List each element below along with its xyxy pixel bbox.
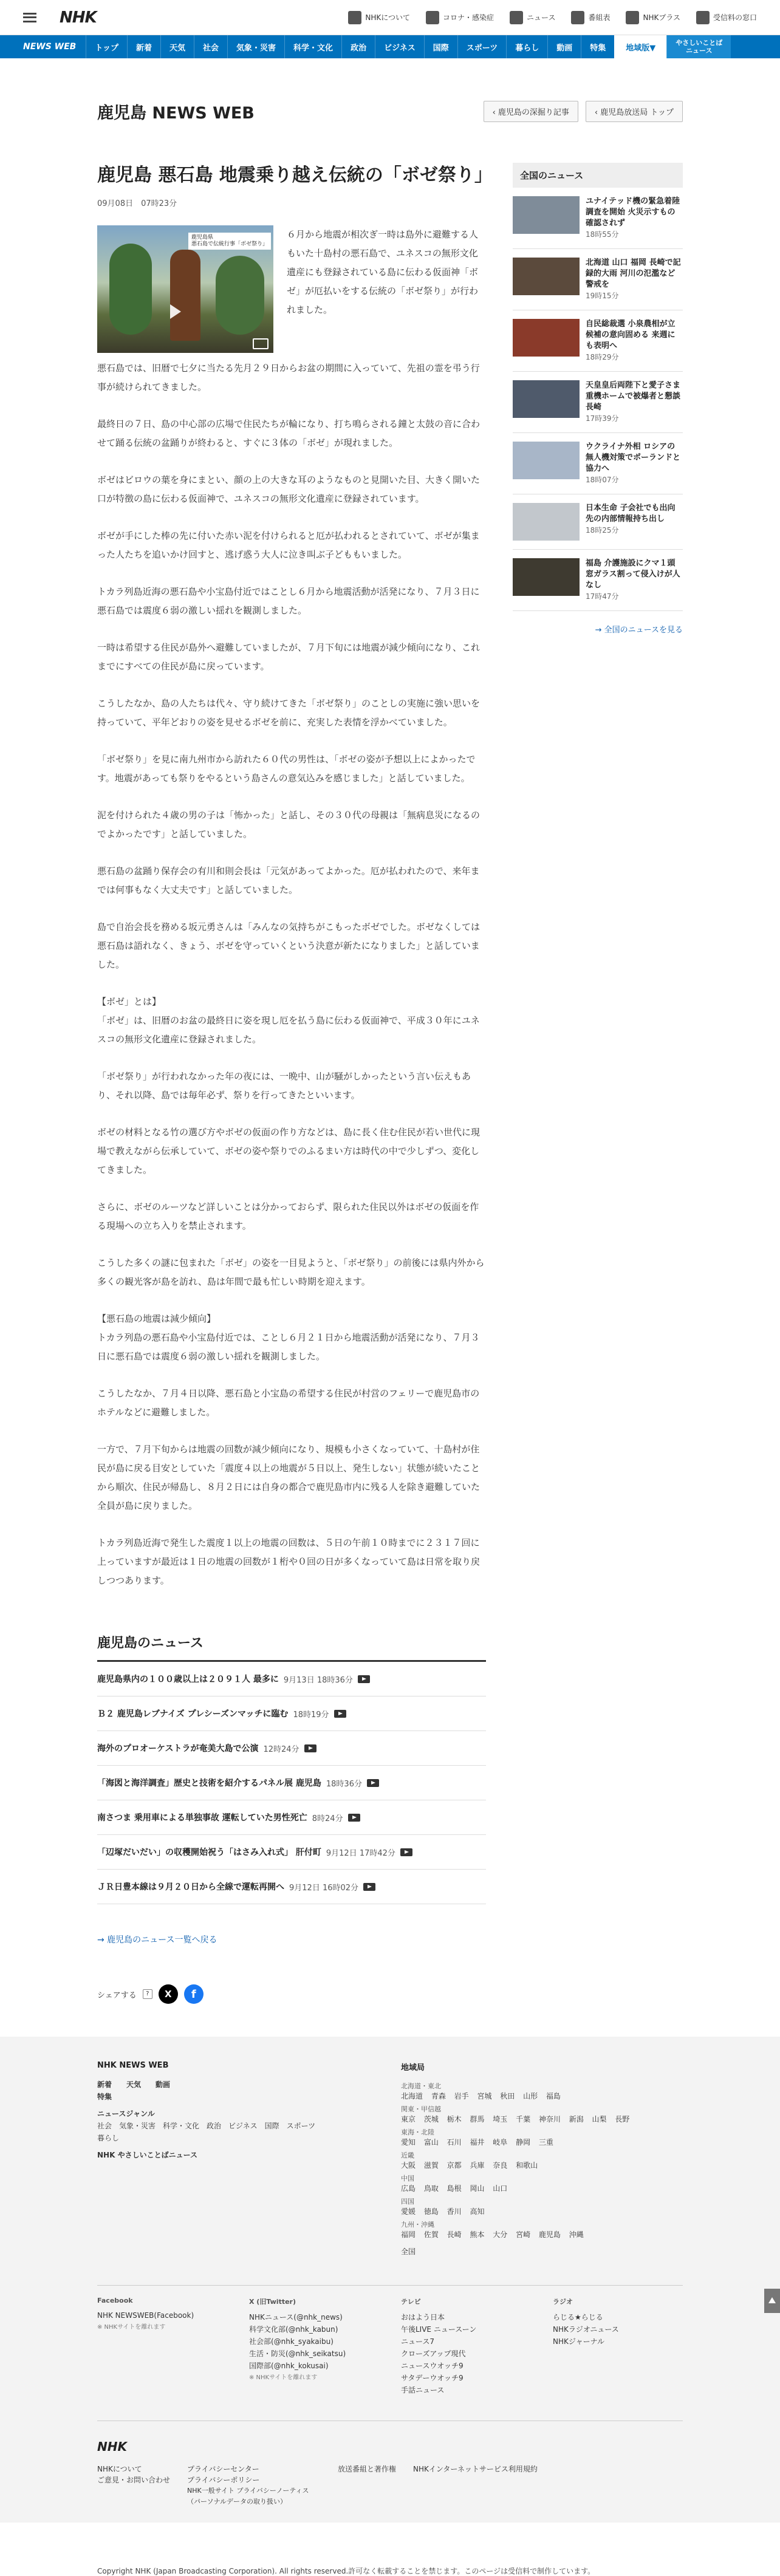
sidebar-news-time: 18時25分 — [586, 526, 619, 535]
sidebar-news-text — [586, 196, 683, 240]
share-label: シェアする — [97, 1990, 137, 2000]
gnav-society[interactable]: 社会 — [194, 35, 227, 58]
sidebar-news-time: 19時15分 — [586, 292, 619, 300]
article-paragraph: 「ボゼ祭り」を見に南九州市から訪れた６０代の男性は、「ボゼの姿が予想以上によかったです。地震があっても祭りをやるという島さんの意気込みを感じました」と話していました。 — [97, 754, 476, 784]
region-group-name: 四国 — [401, 2198, 414, 2205]
play-icon[interactable] — [170, 304, 181, 319]
article-paragraph: さらに、ボゼのルーツなど詳しいことは分かっておらず、限られた住民以外はボゼの仮面を作る現場への立ち入りを禁止されます。 — [97, 1201, 479, 1231]
news-thumbnail[interactable] — [513, 558, 580, 596]
article-title: 鹿児島 悪石島 地震乗り越え伝統の「ボゼ祭り」 — [97, 165, 493, 186]
gnav-sports[interactable]: スポーツ — [457, 35, 506, 58]
region-group-name: 東海・北陸 — [401, 2128, 434, 2136]
util-link-corona[interactable]: コロナ・感染症 — [426, 11, 494, 24]
article-paragraph: 島で自治会長を務める坂元勇さんは「みんなの気持ちがこもったボゼでした。ボゼなくしては悪石島は語れなく、きょう、ボゼを守っていくという決意が新たになりました」と話していました。 — [97, 921, 481, 970]
gnav-politics[interactable]: 政治 — [341, 35, 375, 58]
gnav-business[interactable]: ビジネス — [375, 35, 424, 58]
local-news-item[interactable] — [97, 1800, 486, 1835]
utility-nav — [348, 11, 757, 24]
local-news-title[interactable]: 海外のプロオーケストラが奄美大島で公演 — [97, 1744, 259, 1754]
local-news-time: 9月13日 18時36分 — [283, 1675, 353, 1685]
article-paragraph: 最終日の７日、島の中心部の広場で住民たちが輪になり、打ち鳴らされる鐘と太鼓の音に合わせて踊る伝統の盆踊りが終わると、すぐに３体の「ボゼ」が現れました。 — [97, 419, 481, 448]
gnav-video[interactable]: 動画 — [547, 35, 581, 58]
util-link-nhkplus[interactable]: NHKプラス — [626, 11, 680, 24]
gnav-weather[interactable]: 天気 — [160, 35, 194, 58]
footer-site-title[interactable]: NHK NEWS WEB — [97, 2061, 169, 2070]
article-paragraph: ボゼはビロウの葉を身にまとい、顔の上の大きな耳のようなものと見開いた目、大きく開いた口が特徴の島に伝わる仮面神で、ユネスコの無形文化遺産に登録されています。 — [97, 474, 481, 504]
gnav-science[interactable]: 科学・文化 — [284, 35, 341, 58]
sidebar-news-item[interactable] — [513, 550, 683, 611]
sidebar-news-time: 18時55分 — [586, 230, 619, 239]
sidebar-news-text — [586, 258, 683, 301]
sidebar-news-item[interactable] — [513, 494, 683, 550]
sidebar-news-title[interactable]: 日本生命 子会社でも出向先の内部情報持ち出し — [586, 504, 676, 524]
back-to-top-button[interactable] — [764, 2289, 780, 2313]
local-news-title[interactable]: 「辺塚だいだい」の収穫開始祝う「はさみ入れ式」 肝付町 — [97, 1848, 321, 1857]
sidebar-more-link[interactable]: → 全国のニュースを見る — [595, 626, 683, 635]
x-share-icon[interactable]: X — [159, 1984, 178, 2004]
video-icon — [348, 1814, 360, 1822]
footer-link-group-label: テレビ — [401, 2298, 421, 2306]
local-news-title[interactable]: 南さつま 乗用車による単独事故 運転していた男性死亡 — [97, 1813, 307, 1823]
footer-link[interactable]: 生活・防災(@nhk_seikatsu) — [249, 2349, 346, 2358]
region-group-name: 中国 — [401, 2175, 414, 2182]
video-icon — [367, 1779, 379, 1787]
region-links[interactable]: 北海道 青森 岩手 宮城 秋田 山形 福島 — [401, 2092, 561, 2100]
video-icon — [363, 1883, 375, 1891]
news-thumbnail[interactable] — [513, 380, 580, 418]
util-link-schedule[interactable]: 番組表 — [571, 11, 610, 24]
gnav-international[interactable]: 国際 — [424, 35, 457, 58]
sidebar-news-title[interactable]: 天皇皇后両陛下と愛子さま 重機ホームで被爆者と懇談 長崎 — [586, 381, 681, 412]
local-news-item[interactable] — [97, 1731, 486, 1766]
sidebar-news-title[interactable]: 自民総裁選 小泉農相が立候補の意向固める 来週にも表明へ — [586, 319, 676, 350]
footer-link-group-label: ラジオ — [553, 2298, 573, 2306]
footer-genres[interactable]: 社会 気象・災害 科学・文化 政治 ビジネス 国際 スポーツ — [97, 2122, 316, 2130]
local-news-more-link[interactable]: → 鹿児島のニュース一覧へ戻る — [97, 1935, 217, 1945]
footer-link[interactable]: 手話ニュース — [401, 2386, 445, 2394]
footer-link[interactable]: らじる★らじる — [553, 2313, 603, 2321]
sidebar-news-text — [586, 558, 683, 602]
gnav-top[interactable]: トップ — [86, 35, 127, 58]
sidebar-news-title[interactable]: 福島 介護施設にクマ１頭 窓ガラス割って侵入けが人なし — [586, 559, 680, 590]
footer-link[interactable]: NHK NEWSWEB(Facebook) — [97, 2311, 194, 2320]
sidebar-heading: 全国のニュース — [513, 163, 683, 188]
article-paragraph: トカラ列島近海で発生した震度１以上の地震の回数は、５日の午前１０時までに２３１７回に上っていますが最近は１日の地震の回数が１桁や０回の日が多くなっていて島は日常を取り戻しつつあります。 — [97, 1537, 481, 1586]
station-top-button[interactable]: ‹ 鹿児島放送局 トップ — [586, 101, 683, 122]
virus-icon — [426, 11, 439, 24]
local-news-title[interactable]: 「海図と海洋調査」歴史と技術を紹介するパネル展 鹿児島 — [97, 1778, 321, 1788]
local-news-item[interactable] — [97, 1766, 486, 1800]
local-news-title[interactable]: Ｂ２ 鹿児島レブナイズ プレシーズンマッチに臨む — [97, 1709, 289, 1719]
copyright: Copyright NHK (Japan Broadcasting Corporation). All rights reserved.許可なく転載することを禁じます。このページは受信料で制作しています。 — [97, 2567, 595, 2575]
news-icon — [510, 11, 523, 24]
external-note: ※ NHKサイトを離れます — [97, 2324, 166, 2331]
article-video-thumbnail[interactable] — [97, 225, 273, 353]
sidebar-news-text — [586, 319, 683, 363]
article-paragraph: こうした多くの謎に包まれた「ボゼ」の姿を一目見ようと、「ボゼ祭り」の前後には県内外から多くの観光客が島を訪れ、島は年間で最も忙しい時期を迎えます。 — [97, 1257, 485, 1287]
region-group-name: 関東・甲信越 — [401, 2105, 441, 2113]
sidebar-news-time: 18時29分 — [586, 353, 619, 361]
footer-link[interactable]: 国際部(@nhk_kokusai) — [249, 2362, 329, 2370]
article — [97, 163, 493, 2004]
local-news-item[interactable] — [97, 1870, 486, 1904]
region-links[interactable]: 広島 鳥取 島根 岡山 山口 — [401, 2184, 508, 2193]
util-link-news[interactable]: ニュース — [510, 11, 555, 24]
sidebar-news-item[interactable] — [513, 249, 683, 310]
sidebar-news-item[interactable] — [513, 372, 683, 433]
top-bar — [0, 0, 780, 35]
util-link-about[interactable]: NHKについて — [348, 11, 410, 24]
video-icon — [253, 338, 269, 349]
local-news-item[interactable] — [97, 1662, 486, 1696]
region-links[interactable]: 大阪 滋賀 京都 兵庫 奈良 和歌山 — [401, 2161, 538, 2170]
news-thumbnail[interactable] — [513, 442, 580, 479]
local-news-heading: 鹿児島のニュース — [97, 1633, 486, 1662]
article-paragraph: こうしたなか、７月４日以降、悪石島と小宝島の希望する住民が村営のフェリーで鹿児島市のホテルなどに避難しました。 — [97, 1388, 480, 1418]
article-paragraph: トカラ列島近海の悪石島や小宝島付近ではことし６月から地震活動が活発になり、７月３日に悪石島では震度６弱の激しい揺れを観測しました。 — [97, 586, 480, 616]
article-paragraph: 悪石島の盆踊り保存会の有川和則会長は「元気があってよかった。厄が払われたので、来年までは何事もなく大丈夫です」と話していました。 — [97, 866, 480, 895]
deep-dive-button[interactable]: ‹ 鹿児島の深掘り記事 — [484, 101, 578, 122]
article-paragraph: ボゼの材料となる竹の選び方やボゼの仮面の作り方などは、島に長く住む住民が若い世代に現場で教えながら伝承していて、ボゼの姿や祭りでのふるまい方は時代の中で少しずつ、変化してきました。 — [97, 1127, 481, 1175]
util-link-fee[interactable]: 受信料の窓口 — [696, 11, 757, 24]
local-news-time: 18時19分 — [293, 1710, 329, 1720]
article-paragraph: 泥を付けられた４歳の男の子は「怖かった」と話し、その３０代の母親は「無病息災になるのでよかったです」と話していました。 — [97, 810, 481, 839]
sidebar-news-text — [586, 503, 683, 541]
footer-region-heading: 地域局 — [401, 2063, 425, 2072]
local-news-list — [97, 1662, 486, 1904]
facebook-share-icon[interactable]: f — [184, 1984, 204, 2004]
nhk-logo[interactable]: NHK — [60, 8, 97, 27]
footer-link[interactable]: 科学文化部(@nhk_kabun) — [249, 2325, 338, 2334]
footer-bottom-links: NHKについて ご意見・お問い合わせ プライバシーセンター プライバシーポリシー NHK一般サイト プライバシーノーティス（パーソナルデータの取り扱い） 放送番組と著作権 NHKインターネットサービス利用規約 — [97, 2465, 538, 2506]
region-group-name: 北海道・東北 — [401, 2082, 441, 2090]
fee-icon — [696, 11, 710, 24]
sidebar-news-text — [586, 380, 683, 424]
sidebar-news-text — [586, 442, 683, 485]
article-paragraph: 一時は希望する住民が島外へ避難していましたが、７月下旬には地震が減少傾向になり、これまでにすべての住民が島に戻っています。 — [97, 642, 481, 672]
article-paragraph: こうしたなか、島の人たちは代々、守り続けてきた「ボゼ祭り」のことしの実施に強い思いを持っていて、平年どおりの姿を見せるボゼを前に、充実した表情を浮かべていました。 — [97, 698, 481, 728]
footer-link[interactable]: ニュースウオッチ9 — [401, 2362, 464, 2370]
nhkplus-icon — [626, 11, 639, 24]
article-date: 09月08日 07時23分 — [97, 199, 177, 208]
sidebar-news-title[interactable]: ユナイテッド機の緊急着陸 調査を開始 火災示すもの確認されず — [586, 197, 680, 228]
video-icon — [358, 1675, 370, 1683]
nhk-icon — [348, 11, 361, 24]
video-icon — [400, 1848, 412, 1856]
share-bar — [97, 1984, 486, 2004]
region-group-name: 九州・沖縄 — [401, 2221, 434, 2229]
local-news-time: 12時24分 — [263, 1744, 299, 1754]
footer-link[interactable]: 社会部(@nhk_syakaibu) — [249, 2337, 334, 2346]
footer-link[interactable]: クローズアップ現代 — [401, 2349, 466, 2358]
sidebar-news-title[interactable]: ウクライナ外相 ロシアの無人機対策でポーランドと協力へ — [586, 442, 681, 473]
external-note: ※ NHKサイトを離れます — [249, 2374, 318, 2381]
news-web-brand[interactable]: NEWS WEB — [23, 42, 77, 52]
footer-link[interactable]: ニュース7 — [401, 2337, 435, 2346]
region-links[interactable]: 愛知 富山 石川 福井 岐阜 静岡 三重 — [401, 2138, 553, 2147]
news-thumbnail[interactable] — [513, 319, 580, 357]
footer: NHK NEWS WEB 新着 天気 動画 特集 ニュースジャンル 社会 気象・災害 科学・文化 政治 ビジネス 国際 スポーツ 暮らし NHK やさしいことばニュース 地域局 北海道・東北 北海道 青森 岩手 宮城 秋田 山形 福島 関東・甲信越 東京 茨城 栃木 群馬 埼玉 千葉 神奈川 新潟 山梨 長野 東海・北陸 愛知 富山 石川 福井 岐阜 静岡 三重 近畿 大阪 滋賀 京都 兵庫 奈良 和歌山 中国 広島 鳥取 島根 岡山 山口 四国 愛媛 徳島 香川 高知 九州・沖縄 福岡 佐賀 長崎 熊本 大分 宮崎 鹿児島 沖縄 全国 Facebook NHK NEWSWEB(Facebook) ※ NHKサイトを離れます X (旧Twitter) NHKニュース(@nhk_news) 科学文化部(@nhk_kabun) 社会部(@nhk_syakaibu) 生活・防災(@nhk_seikatsu) 国際部(@nhk_kokusai) ※ NHKサイトを離れます テレビ おはよう日本 午後LIVE ニュースーン ニュース7 クローズアップ現代 ニュースウオッチ9 サタデーウオッチ9 手話ニュース ラジオ らじる★らじる NHKラジオニュース NHKジャーナル NHK NHKについて ご意見・お問い合わせ プライバシーセンター プライバシーポリシー NHK一般サイト プライバシーノーティス（パーソナルデータの取り扱い） 放送番組と著作権 NHKインターネットサービス利用規約 Copyright NHK (Japan Broadcasting Corporation). All rights reserved.許可なく転載することを禁じます。このページは受信料で制作しています。 — [0, 2037, 780, 2523]
gnav-feature[interactable]: 特集 — [581, 35, 614, 58]
gnav-region[interactable]: 地域版▼ — [614, 35, 666, 58]
local-news-item[interactable] — [97, 1696, 486, 1731]
local-news-time: 9月12日 17時42分 — [326, 1848, 395, 1858]
local-news-time: 8時24分 — [312, 1814, 343, 1823]
article-paragraph: ボゼが手にした棒の先に付いた赤い泥を付けられると厄が払われるとされていて、ボゼが集まった人たちを追いかけ回すと、逃げ惑う大人に泣き叫ぶ子どももいました。 — [97, 530, 480, 560]
footer-link[interactable]: サタデーウオッチ9 — [401, 2374, 464, 2382]
footer-easy-news[interactable]: NHK やさしいことばニュース — [97, 2151, 197, 2159]
tv-guide-icon — [571, 11, 584, 24]
hamburger-menu-icon[interactable] — [23, 13, 36, 22]
footer-link[interactable]: NHKニュース(@nhk_news) — [249, 2313, 343, 2321]
region-links[interactable]: 東京 茨城 栃木 群馬 埼玉 千葉 神奈川 新潟 山梨 長野 — [401, 2115, 630, 2123]
news-thumbnail[interactable] — [513, 503, 580, 541]
footer-link-group-label: Facebook — [97, 2297, 133, 2304]
sidebar-news-time: 17時39分 — [586, 414, 619, 423]
footer-link[interactable]: NHKジャーナル — [553, 2337, 605, 2346]
news-thumbnail[interactable] — [513, 258, 580, 295]
section-title[interactable]: 鹿児島 NEWS WEB — [97, 103, 255, 123]
footer-link-group-label: X (旧Twitter) — [249, 2298, 296, 2306]
sidebar-news-item[interactable] — [513, 188, 683, 249]
help-icon[interactable]: ? — [143, 1989, 152, 1999]
footer-link[interactable]: 午後LIVE ニュースーン — [401, 2325, 477, 2334]
video-icon — [334, 1710, 346, 1718]
footer-nhk-logo[interactable]: NHK — [97, 2439, 127, 2454]
article-paragraph: 【悪石島の地震は減少傾向】 トカラ列島の悪石島や小宝島付近では、ことし６月２１日から地震活動が活発になり、７月３日に悪石島では震度６弱の激しい揺れを観測しました。 — [97, 1313, 480, 1362]
article-paragraph: 【ボゼ」とは】 「ボゼ」は、旧暦のお盆の最終日に姿を現し厄を払う島に伝わる仮面神で、平成３０年にユネスコの無形文化遺産に登録されました。 — [97, 996, 480, 1045]
region-group-name: 近畿 — [401, 2151, 414, 2159]
gnav-easy-news[interactable]: やさしいことば ニュース — [666, 35, 731, 58]
sidebar-news-item[interactable] — [513, 433, 683, 494]
footer-region-zenkoku[interactable]: 全国 — [401, 2247, 416, 2256]
local-news-time: 9月12日 16時02分 — [289, 1883, 359, 1893]
sidebar-news-time: 17時47分 — [586, 592, 619, 601]
footer-link[interactable]: おはよう日本 — [401, 2313, 445, 2321]
article-paragraph: 悪石島では、旧暦で七夕に当たる先月２９日からお盆の期間に入っていて、先祖の霊を弔う行事が続けられてきました。 — [97, 363, 480, 392]
local-news-title[interactable]: 鹿児島県内の１００歳以上は２０９１人 最多に — [97, 1675, 279, 1684]
section-header — [97, 58, 683, 131]
sidebar — [513, 163, 683, 2004]
article-paragraph: 「ボゼ祭り」が行われなかった年の夜には、一晩中、山が騒がしかったという言い伝えもあり、それ以降、島では毎年必ず、祭りを行ってきたといいます。 — [97, 1071, 471, 1101]
local-news-time: 18時36分 — [326, 1779, 362, 1789]
region-links[interactable]: 愛媛 徳島 香川 高知 — [401, 2207, 485, 2216]
news-thumbnail[interactable] — [513, 196, 580, 234]
gnav-disaster[interactable]: 気象・災害 — [227, 35, 284, 58]
video-caption: 鹿児島県 悪石島で伝統行事「ボゼ祭り」 — [188, 233, 271, 250]
gnav-new[interactable]: 新着 — [127, 35, 160, 58]
article-lead: ６月から地震が相次ぎ一時は島外に避難する人もいた十島村の悪石島で、ユネスコの無形文化遺産にも登録されている島に伝わる仮面神「ボゼ」が厄払いをする伝統の「ボゼ祭り」が行われました。 — [287, 229, 479, 315]
local-news-title[interactable]: ＪＲ日豊本線は９月２０日から全線で運転再開へ — [97, 1882, 284, 1892]
sidebar-news-time: 18時07分 — [586, 476, 619, 484]
sidebar-news-item[interactable] — [513, 310, 683, 372]
sidebar-news-title[interactable]: 北海道 山口 福岡 長崎で記録的大雨 河川の氾濫など警戒を — [586, 258, 681, 289]
local-news-item[interactable] — [97, 1835, 486, 1870]
gnav-life[interactable]: 暮らし — [506, 35, 547, 58]
global-nav — [0, 35, 780, 58]
footer-link[interactable]: NHKラジオニュース — [553, 2325, 619, 2334]
footer-links — [97, 2297, 683, 2396]
article-paragraph: 一方で、７月下旬からは地震の回数が減少傾向になり、規模も小さくなっていて、十島村が住民が島に戻る目安としていた「震度４以上の地震が５日以上、発生しない」状態が続いたことから順次、住民が帰島し、８月２日には自身の都合で鹿児島市内に残る人を除き避難していた全員が島に戻りました。 — [97, 1444, 481, 1511]
region-links[interactable]: 福岡 佐賀 長崎 熊本 大分 宮崎 鹿児島 沖縄 — [401, 2230, 584, 2239]
video-icon — [304, 1744, 316, 1752]
